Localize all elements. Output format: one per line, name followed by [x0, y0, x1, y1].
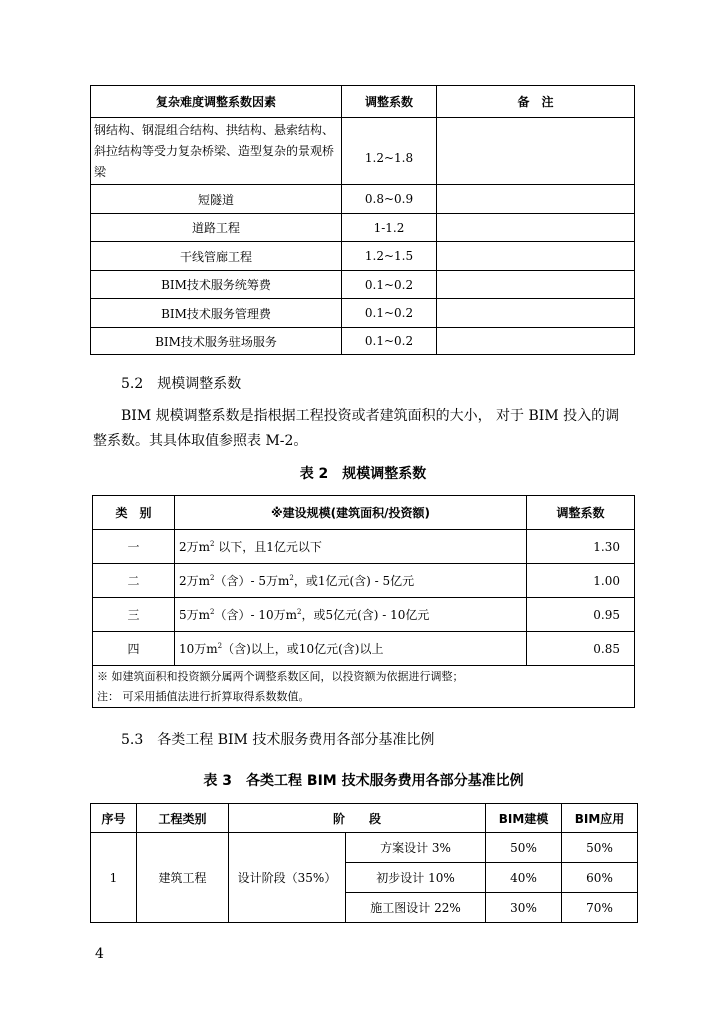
table2-row2-coef: 1.00	[527, 564, 635, 598]
table1-row2-note	[437, 185, 635, 214]
table2-row2-scale: 2万$m^2$（含）- 5万$m^2$，或1亿元(含) - 5亿元	[175, 564, 527, 598]
table2-note-2: 注： 可采用插值法进行折算取得系数数值。	[97, 689, 310, 703]
table3-stage-2: 初步设计 10%	[346, 863, 486, 893]
table2-row1-coef: 1.30	[527, 530, 635, 564]
section-5-2-paragraph-line2: 整系数。其具体取值参照表 M-2。	[93, 433, 308, 449]
table1-row5-note	[437, 271, 635, 299]
table3-header-bim-model: BIM建模	[486, 804, 562, 833]
table3-header-no: 序号	[91, 804, 137, 833]
table1-row2-factor: 短隧道	[91, 185, 342, 214]
table3-header-type: 工程类别	[137, 804, 229, 833]
table3-stage-3-model: 30%	[486, 893, 562, 923]
table2-note-1: ※ 如建筑面积和投资额分属两个调整系数区间，以投资额为依据进行调整；	[97, 669, 464, 683]
table3-header-bim-app: BIM应用	[562, 804, 638, 833]
table3-stage-2-app: 60%	[562, 863, 638, 893]
table3-row-no: 1	[91, 833, 137, 923]
table1-row2-coef: 0.8~0.9	[342, 185, 437, 214]
table2-caption: 表 2 规模调整系数	[299, 466, 427, 482]
table3-header-phase: 阶 段	[229, 804, 486, 833]
table2-header-scale: ※建设规模(建筑面积/投资额)	[175, 496, 527, 530]
table1-row7-note	[437, 328, 635, 355]
page-number: 4	[95, 946, 104, 962]
table2-notes	[93, 666, 635, 708]
table1-header-factor: 复杂难度调整系数因素	[91, 86, 342, 118]
table3-stage-1-app: 50%	[562, 833, 638, 863]
table3-row-phase: 设计阶段（35%）	[229, 833, 346, 923]
table1-row5-coef: 0.1~0.2	[342, 271, 437, 299]
table3-stage-3-app: 70%	[562, 893, 638, 923]
table1-row3-note	[437, 214, 635, 242]
table1-row3-factor: 道路工程	[91, 214, 342, 242]
table2-row1-scale: 2万$m^2$ 以下，且1亿元以下	[175, 530, 527, 564]
section-5-3-heading: 5.3 各类工程 BIM 技术服务费用各部分基准比例	[121, 732, 435, 748]
table3-stage-1-model: 50%	[486, 833, 562, 863]
table1-row5-factor: BIM技术服务统筹费	[91, 271, 342, 299]
table1-header-note: 备 注	[437, 86, 635, 118]
table1-row7-factor: BIM技术服务驻场服务	[91, 328, 342, 355]
table1-row1-note	[437, 118, 635, 185]
table1-row4-factor: 干线管廊工程	[91, 242, 342, 271]
table2-row3-category: 三	[93, 598, 175, 632]
table2-row4-category: 四	[93, 632, 175, 666]
table3-stage-2-model: 40%	[486, 863, 562, 893]
table1-row4-note	[437, 242, 635, 271]
table3-stage-3: 施工图设计 22%	[346, 893, 486, 923]
table1-row6-coef: 0.1~0.2	[342, 299, 437, 328]
table1-row3-coef: 1-1.2	[342, 214, 437, 242]
base-ratio-table	[90, 803, 638, 923]
complexity-coefficient-table	[90, 85, 635, 355]
table2-row2-category: 二	[93, 564, 175, 598]
table2-row4-scale: 10万$m^2$（含)以上，或10亿元(含)以上	[175, 632, 527, 666]
table2-row3-scale: 5万$m^2$（含）- 10万$m^2$，或5亿元(含) - 10亿元	[175, 598, 527, 632]
table1-row1-factor: 钢结构、钢混组合结构、拱结构、悬索结构、斜拉结构等受力复杂桥梁、造型复杂的景观桥梁	[91, 118, 342, 185]
table2-row4-coef: 0.85	[527, 632, 635, 666]
table2-header-category: 类 别	[93, 496, 175, 530]
table3-row-type: 建筑工程	[137, 833, 229, 923]
table3-stage-1: 方案设计 3%	[346, 833, 486, 863]
table1-row6-factor: BIM技术服务管理费	[91, 299, 342, 328]
table1-header-coef: 调整系数	[342, 86, 437, 118]
table2-header-coef: 调整系数	[527, 496, 635, 530]
table1-row7-coef: 0.1~0.2	[342, 328, 437, 355]
section-5-2-heading: 5.2 规模调整系数	[121, 376, 242, 392]
scale-coefficient-table	[92, 495, 635, 708]
table1-row1-coef: 1.2~1.8	[342, 118, 437, 185]
table2-row3-coef: 0.95	[527, 598, 635, 632]
table1-row6-note	[437, 299, 635, 328]
table3-caption: 表 3 各类工程 BIM 技术服务费用各部分基准比例	[203, 773, 524, 789]
table2-row1-category: 一	[93, 530, 175, 564]
section-5-2-paragraph-line1: BIM 规模调整系数是指根据工程投资或者建筑面积的大小， 对于 BIM 投入的调	[121, 408, 620, 424]
table1-row4-coef: 1.2~1.5	[342, 242, 437, 271]
